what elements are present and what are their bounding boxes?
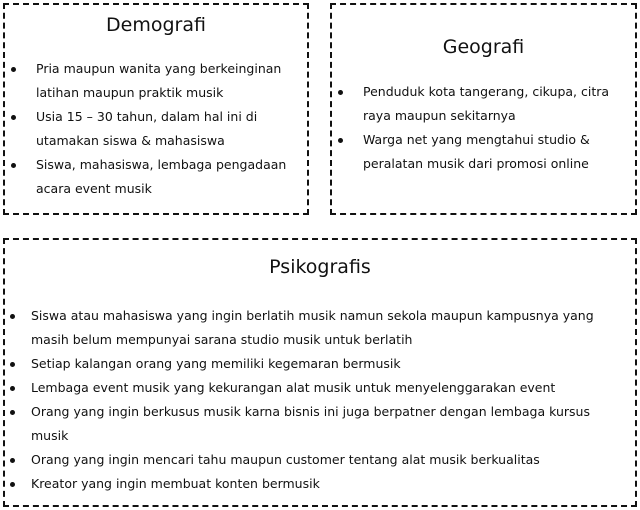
list-item: Orang yang ingin mencari tahu maupun customer tentang alat musik berkualitas bbox=[31, 448, 629, 472]
list-item: Lembaga event musik yang kekurangan alat musik untuk menyelenggarakan event bbox=[31, 376, 629, 400]
demografi-box bbox=[3, 3, 309, 215]
geografi-list bbox=[332, 80, 635, 176]
demografi-list bbox=[5, 57, 307, 201]
list-item: Siswa atau mahasiswa yang ingin berlatih musik namun sekola maupun kampusnya yang masih belum mempunyai sarana studio musik untuk berlatih bbox=[31, 304, 629, 352]
list-item: Warga net yang mengtahui studio & peralatan musik dari promosi online bbox=[363, 128, 629, 176]
geografi-title: Geografi bbox=[442, 36, 525, 58]
geografi-box bbox=[330, 3, 637, 215]
demografi-title: Demografi bbox=[106, 14, 206, 36]
psikografis-title: Psikografis bbox=[269, 256, 371, 278]
list-item: Setiap kalangan orang yang memiliki kegemaran bermusik bbox=[31, 352, 629, 376]
psikografis-list bbox=[5, 304, 635, 496]
list-item: Orang yang ingin berkusus musik karna bisnis ini juga berpatner dengan lembaga kursus musik bbox=[31, 400, 629, 448]
list-item: Pria maupun wanita yang berkeinginan latihan maupun praktik musik bbox=[36, 57, 299, 105]
list-item: Kreator yang ingin membuat konten bermusik bbox=[31, 472, 629, 496]
list-item: Usia 15 – 30 tahun, dalam hal ini di utamakan siswa & mahasiswa bbox=[36, 105, 299, 153]
list-item: Siswa, mahasiswa, lembaga pengadaan acara event musik bbox=[36, 153, 299, 201]
list-item: Penduduk kota tangerang, cikupa, citra raya maupun sekitarnya bbox=[363, 80, 629, 128]
psikografis-box bbox=[3, 238, 637, 507]
